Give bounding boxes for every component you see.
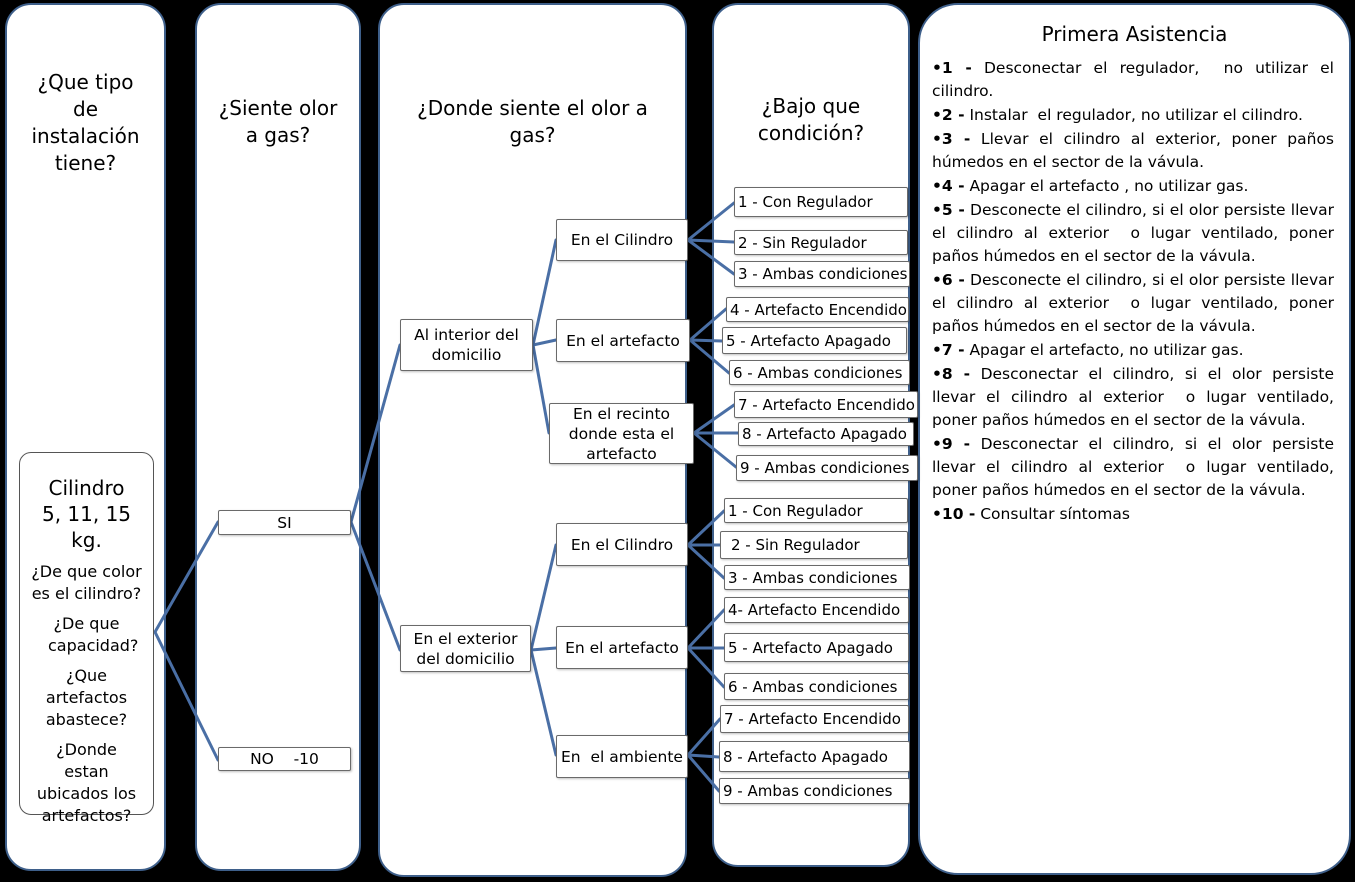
first-aid-item xyxy=(932,363,1339,432)
condition-int-1: 1 - Con Regulador xyxy=(734,187,908,217)
sub-ext-artefacto: En el artefacto xyxy=(556,626,688,669)
first-aid-item xyxy=(932,433,1339,502)
first-aid-number: •7 - xyxy=(932,341,965,359)
first-aid-number: •5 - xyxy=(932,201,965,219)
first-aid-number: •10 - xyxy=(932,505,976,523)
condition-ext-1: 1 - Con Regulador xyxy=(724,498,908,523)
cilindro-box xyxy=(19,452,154,825)
condition-int-8: 8 - Artefacto Apagado xyxy=(738,422,914,446)
column-primera-asistencia xyxy=(918,3,1351,875)
first-aid-text: Desconectar el cilindro, si el olor persiste llevar el cilindro al exterior o lugar ventilado, poner paños húmedos en el sector de la vávula. xyxy=(932,435,1339,499)
condition-int-4: 4 - Artefacto Encendido xyxy=(726,297,909,322)
sub-ext-ambiente: En el ambiente xyxy=(556,735,688,778)
first-aid-text: Consultar síntomas xyxy=(975,505,1130,523)
column-siente xyxy=(195,3,361,871)
first-aid-number: •3 - xyxy=(932,130,971,148)
primera-asistencia-title: Primera Asistencia xyxy=(1041,22,1228,46)
condition-ext-3: 3 - Ambas condiciones xyxy=(724,565,910,590)
condition-int-6: 6 - Ambas condiciones xyxy=(729,360,910,385)
sub-int-recinto: En el recinto donde esta el artefacto xyxy=(549,403,694,464)
sub-int-cilindro: En el Cilindro xyxy=(556,219,688,261)
condition-ext-6: 6 - Ambas condiciones xyxy=(724,673,909,700)
first-aid-text: Desconectar el cilindro, si el olor persiste llevar el cilindro al exterior o lugar ventilado, poner paños húmedos en el sector de la vávula. xyxy=(932,365,1339,429)
first-aid-number: •2 - xyxy=(932,106,965,124)
location-interior: Al interior del domicilio xyxy=(400,319,533,371)
first-aid-number: •8 - xyxy=(932,365,971,383)
sub-int-artefacto: En el artefacto xyxy=(556,319,690,362)
first-aid-item xyxy=(932,104,1334,127)
question-ubicacion: ¿Donde estan ubicados los artefactos? xyxy=(36,740,137,825)
first-aid-number: •6 - xyxy=(932,271,965,289)
first-aid-item xyxy=(932,199,1339,268)
condition-int-7: 7 - Artefacto Encendido xyxy=(734,391,918,418)
first-aid-item xyxy=(932,269,1339,338)
condition-int-2: 2 - Sin Regulador xyxy=(734,230,908,255)
header-tipo: ¿Que tipo de instalación tiene? xyxy=(31,70,140,175)
first-aid-item xyxy=(932,128,1339,174)
first-aid-text: Apagar el artefacto, no utilizar gas. xyxy=(964,341,1244,359)
first-aid-text: Desconecte el cilindro, si el olor persiste llevar el cilindro al exterior o lugar ventilado, poner paños húmedos en el sector de la vávula. xyxy=(932,201,1339,265)
condition-ext-8: 8 - Artefacto Apagado xyxy=(719,741,910,772)
condition-ext-2: 2 - Sin Regulador xyxy=(720,531,908,559)
cilindro-title: Cilindro 5, 11, 15 kg. xyxy=(41,476,132,552)
first-aid-number: •4 - xyxy=(932,177,965,195)
question-capacidad: ¿De que capacidad? xyxy=(48,614,139,655)
first-aid-text: Desconecte el cilindro, si el olor persiste llevar el cilindro al exterior o lugar ventilado, poner paños húmedos en el sector de la vávula. xyxy=(932,271,1339,335)
condition-ext-5: 5 - Artefacto Apagado xyxy=(724,633,909,662)
first-aid-number: •9 - xyxy=(932,435,971,453)
location-exterior: En el exterior del domicilio xyxy=(400,625,531,672)
first-aid-text: Desconectar el regulador, no utilizar el cilindro. xyxy=(932,59,1339,100)
first-aid-item xyxy=(932,175,1334,198)
first-aid-item xyxy=(932,503,1334,526)
answer-no: NO -10 xyxy=(218,747,351,771)
condition-ext-9: 9 - Ambas condiciones xyxy=(719,778,910,804)
condition-int-5: 5 - Artefacto Apagado xyxy=(722,327,907,354)
first-aid-item xyxy=(932,339,1334,362)
first-aid-number: •1 - xyxy=(932,59,972,77)
answer-si: SI xyxy=(218,510,351,535)
header-donde: ¿Donde siente el olor a gas? xyxy=(417,96,648,147)
question-artefactos: ¿Que artefactos abastece? xyxy=(45,666,128,729)
header-bajo: ¿Bajo que condición? xyxy=(757,94,865,145)
question-color: ¿De que color es el cilindro? xyxy=(31,562,142,603)
condition-int-3: 3 - Ambas condiciones xyxy=(734,261,910,287)
first-aid-text: Instalar el regulador, no utilizar el cilindro. xyxy=(964,106,1303,124)
first-aid-text: Llevar el cilindro al exterior, poner paños húmedos en el sector de la vávula. xyxy=(932,130,1339,171)
first-aid-item xyxy=(932,57,1339,103)
header-siente: ¿Siente olor a gas? xyxy=(218,96,338,147)
sub-ext-cilindro: En el Cilindro xyxy=(556,523,688,566)
primera-asistencia-list xyxy=(932,57,1339,527)
condition-int-9: 9 - Ambas condiciones xyxy=(736,455,918,481)
condition-ext-4: 4- Artefacto Encendido xyxy=(724,597,909,623)
condition-ext-7: 7 - Artefacto Encendido xyxy=(720,705,909,733)
first-aid-text: Apagar el artefacto , no utilizar gas. xyxy=(964,177,1249,195)
